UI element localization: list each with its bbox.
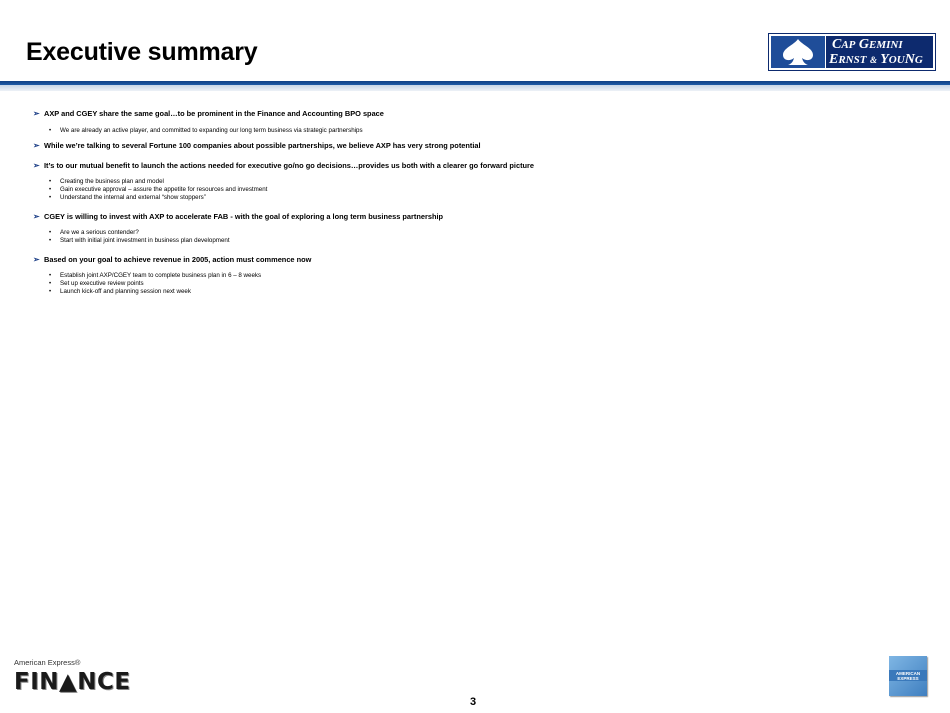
sub-point [49,194,913,202]
sub-point [49,178,913,186]
arrow-bullet-icon: ➢ [33,212,40,221]
sub-point-text: Set up executive review points [60,280,144,287]
dot-bullet-icon: • [49,238,52,244]
sub-point-text: Gain executive approval – assure the appetite for resources and investment [60,186,268,193]
main-point-text: It’s to our mutual benefit to launch the actions needed for executive go/no go decisions…provides us both with a clearer go forward picture [44,161,535,170]
page-title: Executive summary [26,38,258,66]
logo-line-2: ERNST & YOUNG [829,52,923,67]
sub-list [49,272,913,296]
dot-bullet-icon: • [49,179,52,185]
amex-logo-line-1: AMERICAN [895,671,921,676]
main-point-text: CGEY is willing to invest with AXP to accelerate FAB - with the goal of exploring a long term business partnership [44,212,444,221]
dot-bullet-icon: • [49,195,52,201]
logo-wordmark [826,36,933,68]
arrow-bullet-icon: ➢ [33,109,40,118]
finance-logo-word: FIN▲NCE [14,669,131,695]
finance-logo-brand: American Express® [14,658,81,667]
dot-bullet-icon: • [49,273,52,279]
sub-point [49,272,913,280]
main-point [33,141,913,151]
dot-bullet-icon: • [49,128,52,134]
main-point-text: Based on your goal to achieve revenue in 2005, action must commence now [44,255,312,264]
arrow-bullet-icon: ➢ [33,255,40,264]
sub-point [49,186,913,194]
main-point [33,161,913,171]
dot-bullet-icon: • [49,289,52,295]
sub-list [49,178,913,202]
sub-point-text: Understand the internal and external “show stoppers” [60,194,206,201]
sub-list [49,127,913,135]
sub-point-text: Creating the business plan and model [60,178,164,185]
logo-line-1: CAP GEMINI [832,37,903,52]
amex-box-logo [889,656,927,696]
sub-point-text: We are already an active player, and committed to expanding our long term business via strategic partnerships [60,127,363,134]
amex-finance-logo [14,658,131,695]
header-rule-shadow [0,85,950,91]
cap-gemini-logo [768,33,936,71]
arrow-bullet-icon: ➢ [33,161,40,170]
sub-point-text: Launch kick-off and planning session next week [60,288,191,295]
main-point [33,212,913,222]
sub-point [49,127,913,135]
sub-point [49,237,913,245]
dot-bullet-icon: • [49,281,52,287]
sub-point-text: Establish joint AXP/CGEY team to complete business plan in 6 – 8 weeks [60,272,262,279]
arrow-bullet-icon: ➢ [33,141,40,150]
dot-bullet-icon: • [49,187,52,193]
spade-icon [771,36,825,68]
sub-list [49,229,913,245]
sub-point [49,288,913,296]
main-point-text: While we’re talking to several Fortune 100 companies about possible partnerships, we believe AXP has very strong potential [44,141,481,150]
main-point [33,109,913,119]
sub-point-text: Start with initial joint investment in business plan development [60,237,230,244]
main-point-text: AXP and CGEY share the same goal…to be prominent in the Finance and Accounting BPO space [44,109,384,118]
sub-point-text: Are we a serious contender? [60,229,139,236]
amex-logo-line-2: EXPRESS [897,676,919,681]
sub-point [49,280,913,288]
dot-bullet-icon: • [49,230,52,236]
page-number: 3 [470,696,477,708]
main-point [33,255,913,265]
sub-point [49,229,913,237]
summary-content [33,109,913,296]
